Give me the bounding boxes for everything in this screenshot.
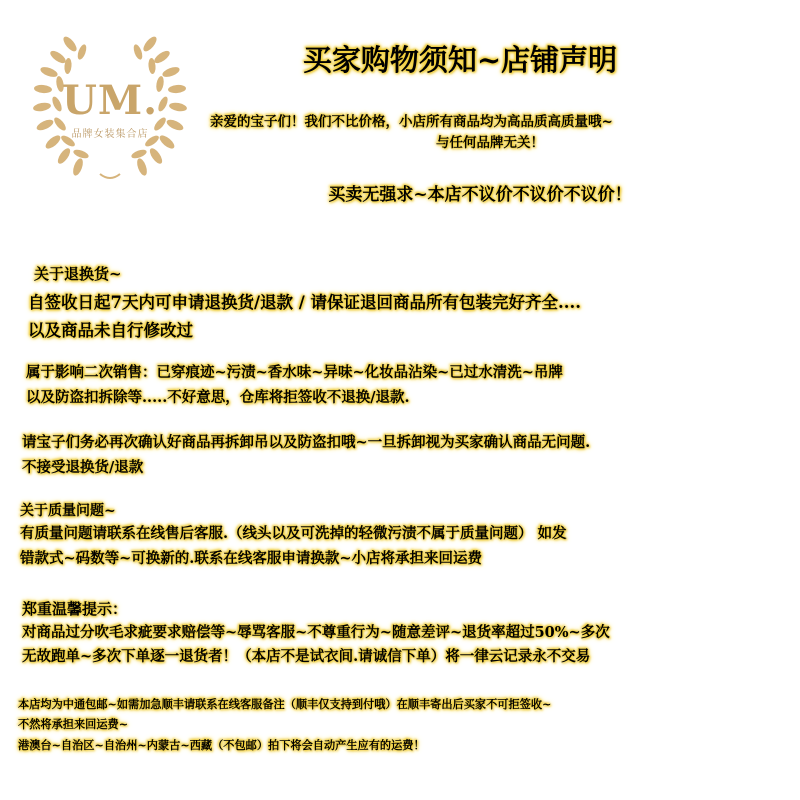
page-title: 买家购物须知~店铺声明 bbox=[302, 43, 618, 77]
secondary-sale-line-1: 属于影响二次销售：已穿痕迹~污渍~香水味~异味~化妆品沾染~已过水清洗~吊牌 bbox=[26, 364, 563, 381]
quality-line-1: 有质量问题请联系在线售后客服.（线头以及可洗掉的轻微污渍不属于质量问题） 如发 bbox=[20, 525, 567, 542]
returns-heading: 关于退换货~ bbox=[34, 265, 122, 283]
returns-line-1: 自签收日起7天内可申请退换货/退款 / 请保证退回商品所有包装完好齐全.... bbox=[28, 293, 581, 312]
quality-line-2: 错款式~码数等~可换新的.联系在线客服申请换款~小店将承担来回运费 bbox=[20, 550, 482, 567]
confirm-line-2: 不接受退换货/退款 bbox=[22, 459, 144, 476]
notice-line-2: 无故跑单~多次下单逐一退货者！（本店不是试衣间.请诚信下单）将一律云记录永不交易 bbox=[22, 648, 591, 665]
brand-logo bbox=[30, 22, 190, 187]
shipping-line-2: 不然将承担来回运费~ bbox=[18, 717, 129, 731]
returns-line-2: 以及商品未自行修改过 bbox=[28, 321, 193, 340]
logo-subtitle: 品牌女装集合店 bbox=[71, 129, 149, 140]
logo-text: UM. bbox=[61, 77, 159, 124]
notice-line-1: 对商品过分吹毛求疵要求赔偿等~辱骂客服~不尊重行为~随意差评~退货率超过50%~多次 bbox=[22, 624, 610, 641]
intro-line-2: 与任何品牌无关！ bbox=[436, 135, 544, 151]
intro-line-1: 亲爱的宝子们！我们不比价格，小店所有商品均为高品质高质量哦~ bbox=[210, 114, 613, 130]
secondary-sale-line-2: 以及防盗扣拆除等.....不好意思，仓库将拒签收不退换/退款. bbox=[26, 389, 410, 406]
shipping-line-1: 本店均为中通包邮~如需加急顺丰请联系在线客服备注（顺丰仅支持到付哦）在顺丰寄出后买家不可拒签收~ bbox=[18, 697, 552, 711]
no-bargain-notice: 买卖无强求~本店不议价不议价不议价！ bbox=[328, 185, 632, 205]
quality-heading: 关于质量问题~ bbox=[20, 503, 116, 519]
notice-heading: 郑重温馨提示： bbox=[22, 600, 128, 618]
shipping-line-3: 港澳台~自治区~自治州~内蒙古~西藏（不包邮）拍下将会自动产生应有的运费！ bbox=[18, 738, 425, 752]
confirm-line-1: 请宝子们务必再次确认好商品再拆卸吊以及防盗扣哦~一旦拆卸视为买家确认商品无问题. bbox=[22, 434, 591, 451]
